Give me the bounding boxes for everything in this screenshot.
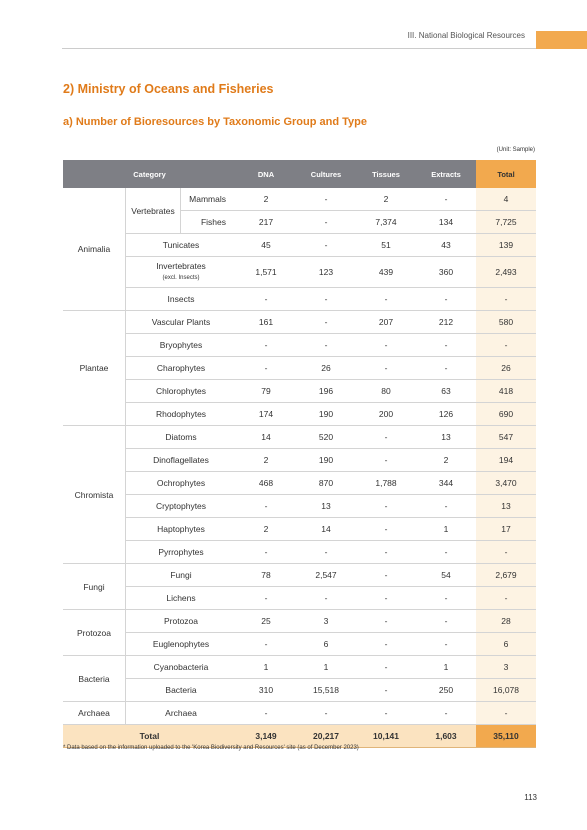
cell-tissues: 200 bbox=[356, 403, 416, 426]
cell-cultures: 2,547 bbox=[296, 564, 356, 587]
cell-total: 26 bbox=[476, 357, 536, 380]
total-dna: 3,149 bbox=[236, 725, 296, 748]
cell-total: 580 bbox=[476, 311, 536, 334]
cell-dna: 161 bbox=[236, 311, 296, 334]
table-row bbox=[63, 587, 536, 610]
cell-extracts: - bbox=[416, 334, 476, 357]
cell-dna: - bbox=[236, 357, 296, 380]
cell-extracts: 360 bbox=[416, 257, 476, 288]
table-row bbox=[63, 679, 536, 702]
cell-extracts: - bbox=[416, 495, 476, 518]
row-label: Charophytes bbox=[126, 357, 237, 380]
cell-cultures: 1 bbox=[296, 656, 356, 679]
cell-extracts: 63 bbox=[416, 380, 476, 403]
total-extracts: 1,603 bbox=[416, 725, 476, 748]
cell-tissues: 1,788 bbox=[356, 472, 416, 495]
cell-extracts: - bbox=[416, 188, 476, 211]
cell-dna: 79 bbox=[236, 380, 296, 403]
cell-cultures: 196 bbox=[296, 380, 356, 403]
cell-dna: 2 bbox=[236, 188, 296, 211]
row-label: Haptophytes bbox=[126, 518, 237, 541]
cell-tissues: - bbox=[356, 541, 416, 564]
cell-dna: 78 bbox=[236, 564, 296, 587]
group-label: Plantae bbox=[63, 311, 126, 426]
cell-tissues: - bbox=[356, 587, 416, 610]
total-label: Total bbox=[63, 725, 236, 748]
row-label: Protozoa bbox=[126, 610, 237, 633]
cell-cultures: - bbox=[296, 702, 356, 725]
cell-extracts: 1 bbox=[416, 656, 476, 679]
cell-cultures: - bbox=[296, 288, 356, 311]
cell-cultures: 15,518 bbox=[296, 679, 356, 702]
header-divider bbox=[62, 48, 536, 49]
table-row bbox=[63, 564, 536, 587]
col-header-total: Total bbox=[476, 160, 536, 188]
table-row bbox=[63, 311, 536, 334]
cell-total: 547 bbox=[476, 426, 536, 449]
cell-extracts: - bbox=[416, 587, 476, 610]
col-header-dna: DNA bbox=[236, 160, 296, 188]
cell-dna: 14 bbox=[236, 426, 296, 449]
cell-cultures: - bbox=[296, 587, 356, 610]
table-row bbox=[63, 257, 536, 288]
row-label: Euglenophytes bbox=[126, 633, 237, 656]
cell-total: 13 bbox=[476, 495, 536, 518]
total-cultures: 20,217 bbox=[296, 725, 356, 748]
total-total: 35,110 bbox=[476, 725, 536, 748]
cell-tissues: - bbox=[356, 633, 416, 656]
cell-tissues: - bbox=[356, 702, 416, 725]
cell-dna: - bbox=[236, 702, 296, 725]
group-label: Animalia bbox=[63, 188, 126, 311]
table-subheading: a) Number of Bioresources by Taxonomic Group and Type bbox=[63, 116, 367, 128]
cell-dna: 25 bbox=[236, 610, 296, 633]
row-label: Cryptophytes bbox=[126, 495, 237, 518]
cell-total: 418 bbox=[476, 380, 536, 403]
group-label: Fungi bbox=[63, 564, 126, 610]
cell-extracts: 126 bbox=[416, 403, 476, 426]
cell-total: 28 bbox=[476, 610, 536, 633]
cell-extracts: 1 bbox=[416, 518, 476, 541]
cell-dna: 1,571 bbox=[236, 257, 296, 288]
cell-dna: - bbox=[236, 288, 296, 311]
row-label-text: Invertebrates bbox=[156, 261, 206, 272]
cell-cultures: 123 bbox=[296, 257, 356, 288]
table-header-row bbox=[63, 160, 536, 188]
cell-cultures: - bbox=[296, 211, 356, 234]
row-label-note: (excl. Insects) bbox=[162, 274, 200, 281]
row-label: Diatoms bbox=[126, 426, 237, 449]
cell-extracts: - bbox=[416, 288, 476, 311]
cell-dna: - bbox=[236, 541, 296, 564]
bioresources-table bbox=[63, 160, 536, 748]
cell-extracts: - bbox=[416, 633, 476, 656]
col-header-category: Category bbox=[63, 160, 236, 188]
table-row bbox=[63, 357, 536, 380]
unit-label: (Unit: Sample) bbox=[496, 147, 535, 153]
cell-total: - bbox=[476, 587, 536, 610]
cell-extracts: - bbox=[416, 702, 476, 725]
cell-extracts: - bbox=[416, 610, 476, 633]
cell-cultures: 870 bbox=[296, 472, 356, 495]
cell-tissues: - bbox=[356, 449, 416, 472]
cell-dna: 174 bbox=[236, 403, 296, 426]
cell-extracts: 13 bbox=[416, 426, 476, 449]
table-row bbox=[63, 403, 536, 426]
cell-cultures: 3 bbox=[296, 610, 356, 633]
cell-dna: 2 bbox=[236, 449, 296, 472]
table-row bbox=[63, 288, 536, 311]
col-header-tissues: Tissues bbox=[356, 160, 416, 188]
row-label: Ochrophytes bbox=[126, 472, 237, 495]
cell-tissues: 2 bbox=[356, 188, 416, 211]
row-label: Lichens bbox=[126, 587, 237, 610]
cell-dna: - bbox=[236, 587, 296, 610]
cell-dna: 310 bbox=[236, 679, 296, 702]
cell-dna: - bbox=[236, 495, 296, 518]
cell-cultures: - bbox=[296, 541, 356, 564]
cell-dna: - bbox=[236, 334, 296, 357]
header-accent-bar bbox=[536, 31, 587, 49]
table-row bbox=[63, 188, 536, 211]
section-heading: 2) Ministry of Oceans and Fisheries bbox=[63, 82, 274, 96]
table-row bbox=[63, 234, 536, 257]
cell-extracts: 250 bbox=[416, 679, 476, 702]
cell-dna: - bbox=[236, 633, 296, 656]
col-header-cultures: Cultures bbox=[296, 160, 356, 188]
cell-tissues: - bbox=[356, 426, 416, 449]
cell-cultures: - bbox=[296, 311, 356, 334]
row-label: Fishes bbox=[181, 211, 237, 234]
cell-cultures: 13 bbox=[296, 495, 356, 518]
cell-tissues: - bbox=[356, 564, 416, 587]
row-label: Vascular Plants bbox=[126, 311, 237, 334]
cell-total: 139 bbox=[476, 234, 536, 257]
cell-total: 3 bbox=[476, 656, 536, 679]
row-label bbox=[126, 257, 237, 288]
group-label: Bacteria bbox=[63, 656, 126, 702]
cell-tissues: 207 bbox=[356, 311, 416, 334]
cell-cultures: 14 bbox=[296, 518, 356, 541]
table-row bbox=[63, 426, 536, 449]
cell-total: 7,725 bbox=[476, 211, 536, 234]
table-row bbox=[63, 449, 536, 472]
group-label: Chromista bbox=[63, 426, 126, 564]
cell-cultures: - bbox=[296, 334, 356, 357]
table-row bbox=[63, 495, 536, 518]
cell-tissues: - bbox=[356, 357, 416, 380]
row-label: Pyrrophytes bbox=[126, 541, 237, 564]
row-label: Chlorophytes bbox=[126, 380, 237, 403]
row-label: Insects bbox=[126, 288, 237, 311]
cell-total: - bbox=[476, 334, 536, 357]
cell-cultures: 190 bbox=[296, 449, 356, 472]
cell-total: 2,493 bbox=[476, 257, 536, 288]
row-label: Bacteria bbox=[126, 679, 237, 702]
total-tissues: 10,141 bbox=[356, 725, 416, 748]
cell-total: 194 bbox=[476, 449, 536, 472]
cell-dna: 217 bbox=[236, 211, 296, 234]
table-row bbox=[63, 541, 536, 564]
row-label: Dinoflagellates bbox=[126, 449, 237, 472]
cell-total: 6 bbox=[476, 633, 536, 656]
cell-tissues: - bbox=[356, 518, 416, 541]
cell-tissues: - bbox=[356, 679, 416, 702]
row-label: Rhodophytes bbox=[126, 403, 237, 426]
cell-cultures: 190 bbox=[296, 403, 356, 426]
cell-tissues: 7,374 bbox=[356, 211, 416, 234]
cell-cultures: - bbox=[296, 188, 356, 211]
table-row bbox=[63, 380, 536, 403]
cell-cultures: 520 bbox=[296, 426, 356, 449]
row-label: Mammals bbox=[181, 188, 237, 211]
cell-total: - bbox=[476, 541, 536, 564]
row-label: Archaea bbox=[126, 702, 237, 725]
cell-tissues: - bbox=[356, 288, 416, 311]
cell-extracts: 2 bbox=[416, 449, 476, 472]
table-row bbox=[63, 702, 536, 725]
cell-dna: 1 bbox=[236, 656, 296, 679]
cell-cultures: - bbox=[296, 234, 356, 257]
row-label: Bryophytes bbox=[126, 334, 237, 357]
group-label: Protozoa bbox=[63, 610, 126, 656]
cell-total: - bbox=[476, 288, 536, 311]
page-number: 113 bbox=[524, 793, 537, 802]
cell-extracts: 54 bbox=[416, 564, 476, 587]
cell-extracts: 344 bbox=[416, 472, 476, 495]
cell-extracts: 212 bbox=[416, 311, 476, 334]
cell-cultures: 6 bbox=[296, 633, 356, 656]
table-row bbox=[63, 472, 536, 495]
cell-cultures: 26 bbox=[296, 357, 356, 380]
cell-total: - bbox=[476, 702, 536, 725]
group-label: Archaea bbox=[63, 702, 126, 725]
cell-extracts: 134 bbox=[416, 211, 476, 234]
running-header: III. National Biological Resources bbox=[407, 31, 525, 40]
table-row bbox=[63, 656, 536, 679]
table-row bbox=[63, 518, 536, 541]
cell-dna: 468 bbox=[236, 472, 296, 495]
cell-dna: 2 bbox=[236, 518, 296, 541]
row-label: Cyanobacteria bbox=[126, 656, 237, 679]
cell-tissues: - bbox=[356, 495, 416, 518]
cell-total: 17 bbox=[476, 518, 536, 541]
table-row bbox=[63, 610, 536, 633]
cell-tissues: - bbox=[356, 656, 416, 679]
row-label: Tunicates bbox=[126, 234, 237, 257]
cell-extracts: - bbox=[416, 541, 476, 564]
subgroup-label: Vertebrates bbox=[126, 188, 181, 234]
col-header-extracts: Extracts bbox=[416, 160, 476, 188]
cell-tissues: - bbox=[356, 610, 416, 633]
cell-tissues: 51 bbox=[356, 234, 416, 257]
cell-dna: 45 bbox=[236, 234, 296, 257]
cell-total: 690 bbox=[476, 403, 536, 426]
cell-total: 3,470 bbox=[476, 472, 536, 495]
table-row bbox=[63, 334, 536, 357]
footnote: * Data based on the information uploaded to the 'Korea Biodiversity and Resources' site (as of December 2023) bbox=[63, 745, 359, 751]
cell-total: 16,078 bbox=[476, 679, 536, 702]
cell-tissues: 439 bbox=[356, 257, 416, 288]
row-label: Fungi bbox=[126, 564, 237, 587]
cell-extracts: 43 bbox=[416, 234, 476, 257]
cell-extracts: - bbox=[416, 357, 476, 380]
cell-tissues: - bbox=[356, 334, 416, 357]
cell-total: 2,679 bbox=[476, 564, 536, 587]
cell-tissues: 80 bbox=[356, 380, 416, 403]
table-row bbox=[63, 633, 536, 656]
cell-total: 4 bbox=[476, 188, 536, 211]
